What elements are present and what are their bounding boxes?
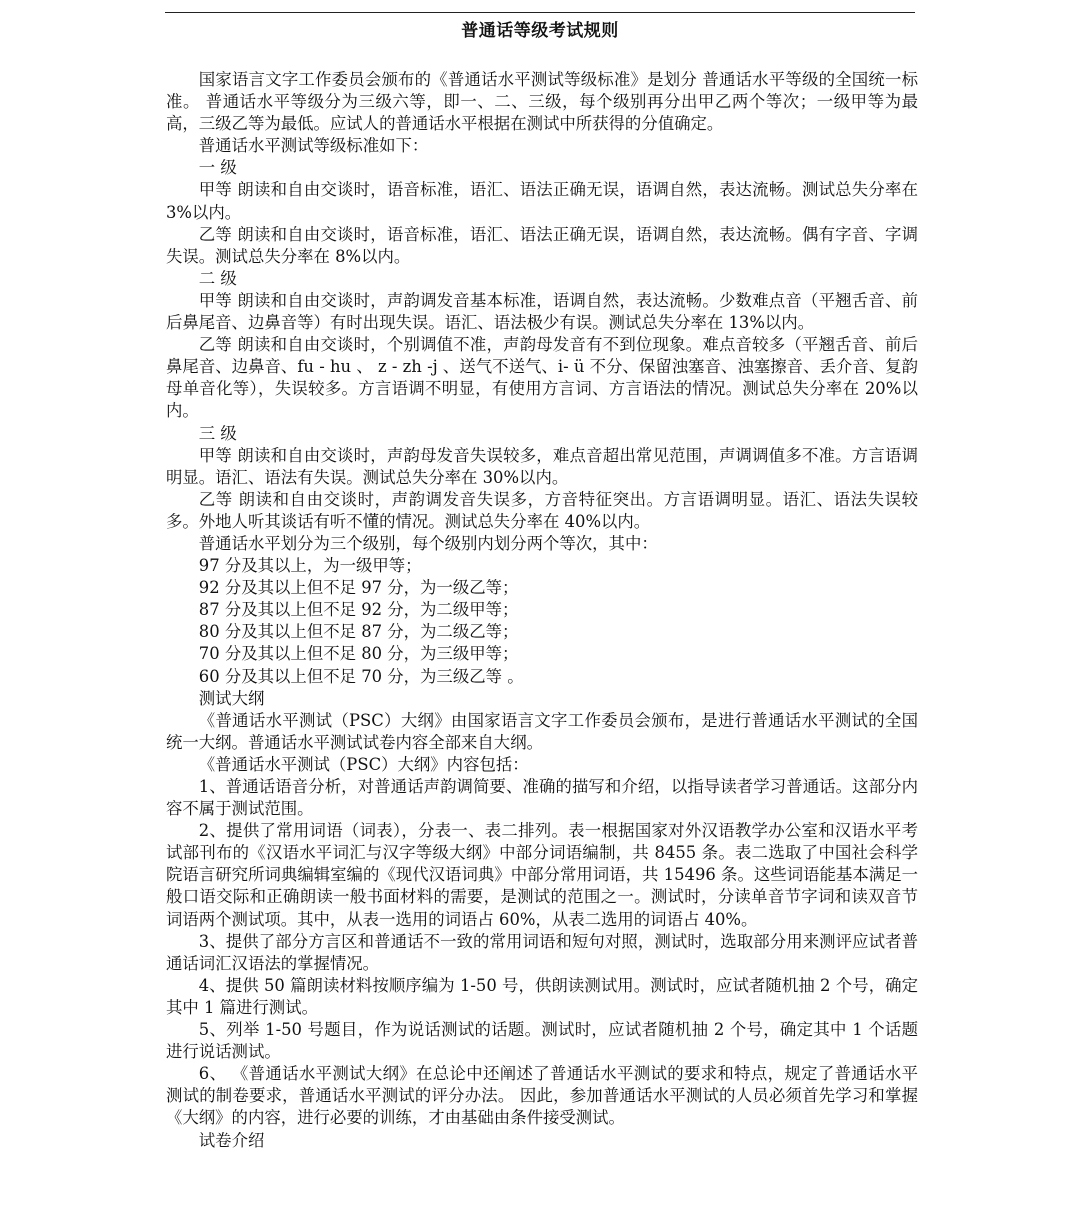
list-item-2: 2、提供了常用词语（词表），分表一、表二排列。表一根据国家对外汉语教学办公室和汉语水平考试部刊布的《汉语水平词汇与汉字等级大纲》中部分词语编制，共 8455 条。表二选取了中国社会科学院语言研究所词典编辑室编的《现代汉语词典》中部分常用词语，共 15496 条。这些词语能基本满足一般口语交际和正确朗读一般书面材料的需要，是测试的范围之一。测试时，分读单音节字词和读双音节词语两个测试项。其中，从表一选用的词语占 60%，从表二选用的词语占 40%。: [166, 821, 918, 929]
score-line-70: 70 分及其以上但不足 80 分，为三级甲等；: [198, 644, 519, 664]
level-one-heading: 一 级: [198, 158, 237, 178]
list-item-1: 1、普通话语音分析，对普通话声韵调简要、准确的描写和介绍，以指导读者学习普通话。这部分内容不属于测试范围。: [166, 777, 918, 819]
score-line-60: 60 分及其以上但不足 70 分，为三级乙等 。: [198, 666, 524, 686]
paragraph-level-one-a: 甲等 朗读和自由交谈时，语音标准，语汇、语法正确无误，语调自然，表达流畅。测试总失分率在 3%以内。: [166, 180, 918, 222]
paragraph-score-intro: 普通话水平划分为三个级别，每个级别内划分两个等次，其中：: [198, 533, 658, 553]
paragraph-standards-heading: 普通话水平测试等级标准如下：: [198, 136, 429, 156]
level-two-heading: 二 级: [198, 268, 237, 288]
score-line-87: 87 分及其以上但不足 92 分，为二级甲等；: [198, 600, 519, 620]
top-rule-divider: [165, 12, 915, 13]
paragraph-syllabus-contents: 《普通话水平测试（PSC）大纲》内容包括：: [198, 754, 529, 774]
level-three-heading: 三 级: [198, 423, 237, 443]
paragraph-syllabus-intro: 《普通话水平测试（PSC）大纲》由国家语言文字工作委员会颁布，是进行普通话水平测试的全国统一大纲。普通话水平测试试卷内容全部来自大纲。: [166, 710, 918, 752]
syllabus-heading: 测试大纲: [198, 688, 265, 708]
paragraph-intro: 国家语言文字工作委员会颁布的《普通话水平测试等级标准》是划分 普通话水平等级的全国统一标准。 普通话水平等级分为三级六等，即一、二、三级，每个级别再分出甲乙两个等次；一级甲等为最高，三级乙等为最低。应试人的普通话水平根据在测试中所获得的分值确定。: [166, 70, 918, 134]
paragraph-level-three-a: 甲等 朗读和自由交谈时，声韵母发音失误较多，难点音超出常见范围，声调调值多不准。方言语调明显。语汇、语法有失误。测试总失分率在 30%以内。: [166, 445, 918, 487]
paragraph-level-two-b: 乙等 朗读和自由交谈时，个别调值不准，声韵母发音有不到位现象。难点音较多（平翘舌音、前后鼻尾音、边鼻音、fu - hu 、 z - zh -j 、送气不送气、i- ü 不分、保留浊塞音、浊塞擦音、丢介音、复韵母单音化等），失误较多。方言语调不明显，有使用方言词、方言语法的情况。测试总失分率在 20%以内。: [166, 335, 918, 421]
score-line-97: 97 分及其以上，为一级甲等；: [198, 556, 422, 576]
list-item-3: 3、提供了部分方言区和普通话不一致的常用词语和短句对照，测试时，选取部分用来测评应试者普通话词汇汉语法的掌握情况。: [166, 931, 918, 973]
list-item-5: 5、列举 1-50 号题目，作为说话测试的话题。测试时，应试者随机抽 2 个号，确定其中 1 个话题进行说话测试。: [166, 1020, 918, 1062]
document-title: 普通话等级考试规则: [461, 21, 619, 41]
list-item-4: 4、提供 50 篇朗读材料按顺序编为 1-50 号，供朗读测试用。测试时，应试者随机抽 2 个号，确定其中 1 篇进行测试。: [166, 975, 918, 1017]
document-body: [166, 69, 918, 1152]
paragraph-level-two-a: 甲等 朗读和自由交谈时，声韵调发音基本标准，语调自然，表达流畅。少数难点音（平翘舌音、前后鼻尾音、边鼻音等）有时出现失误。语汇、语法极少有误。测试总失分率在 13%以内。: [166, 290, 918, 333]
score-line-80: 80 分及其以上但不足 87 分，为二级乙等；: [198, 622, 519, 642]
paragraph-level-three-b: 乙等 朗读和自由交谈时，声韵调发音失误多，方音特征突出。方言语调明显。语汇、语法失误较多。外地人听其谈话有听不懂的情况。测试总失分率在 40%以内。: [166, 489, 918, 531]
list-item-6: 6、 《普通话水平测试大纲》在总论中还阐述了普通话水平测试的要求和特点，规定了普通话水平测试的制卷要求，普通话水平测试的评分办法。 因此，参加普通话水平测试的人员必须首先学习和掌握《大纲》的内容，进行必要的训练，才由基础由条件接受测试。: [166, 1064, 918, 1128]
exam-intro-heading: 试卷介绍: [198, 1130, 265, 1150]
paragraph-level-one-b: 乙等 朗读和自由交谈时，语音标准，语汇、语法正确无误，语调自然，表达流畅。偶有字音、字调失误。测试总失分率在 8%以内。: [166, 224, 918, 266]
score-line-92: 92 分及其以上但不足 97 分，为一级乙等；: [198, 578, 519, 598]
